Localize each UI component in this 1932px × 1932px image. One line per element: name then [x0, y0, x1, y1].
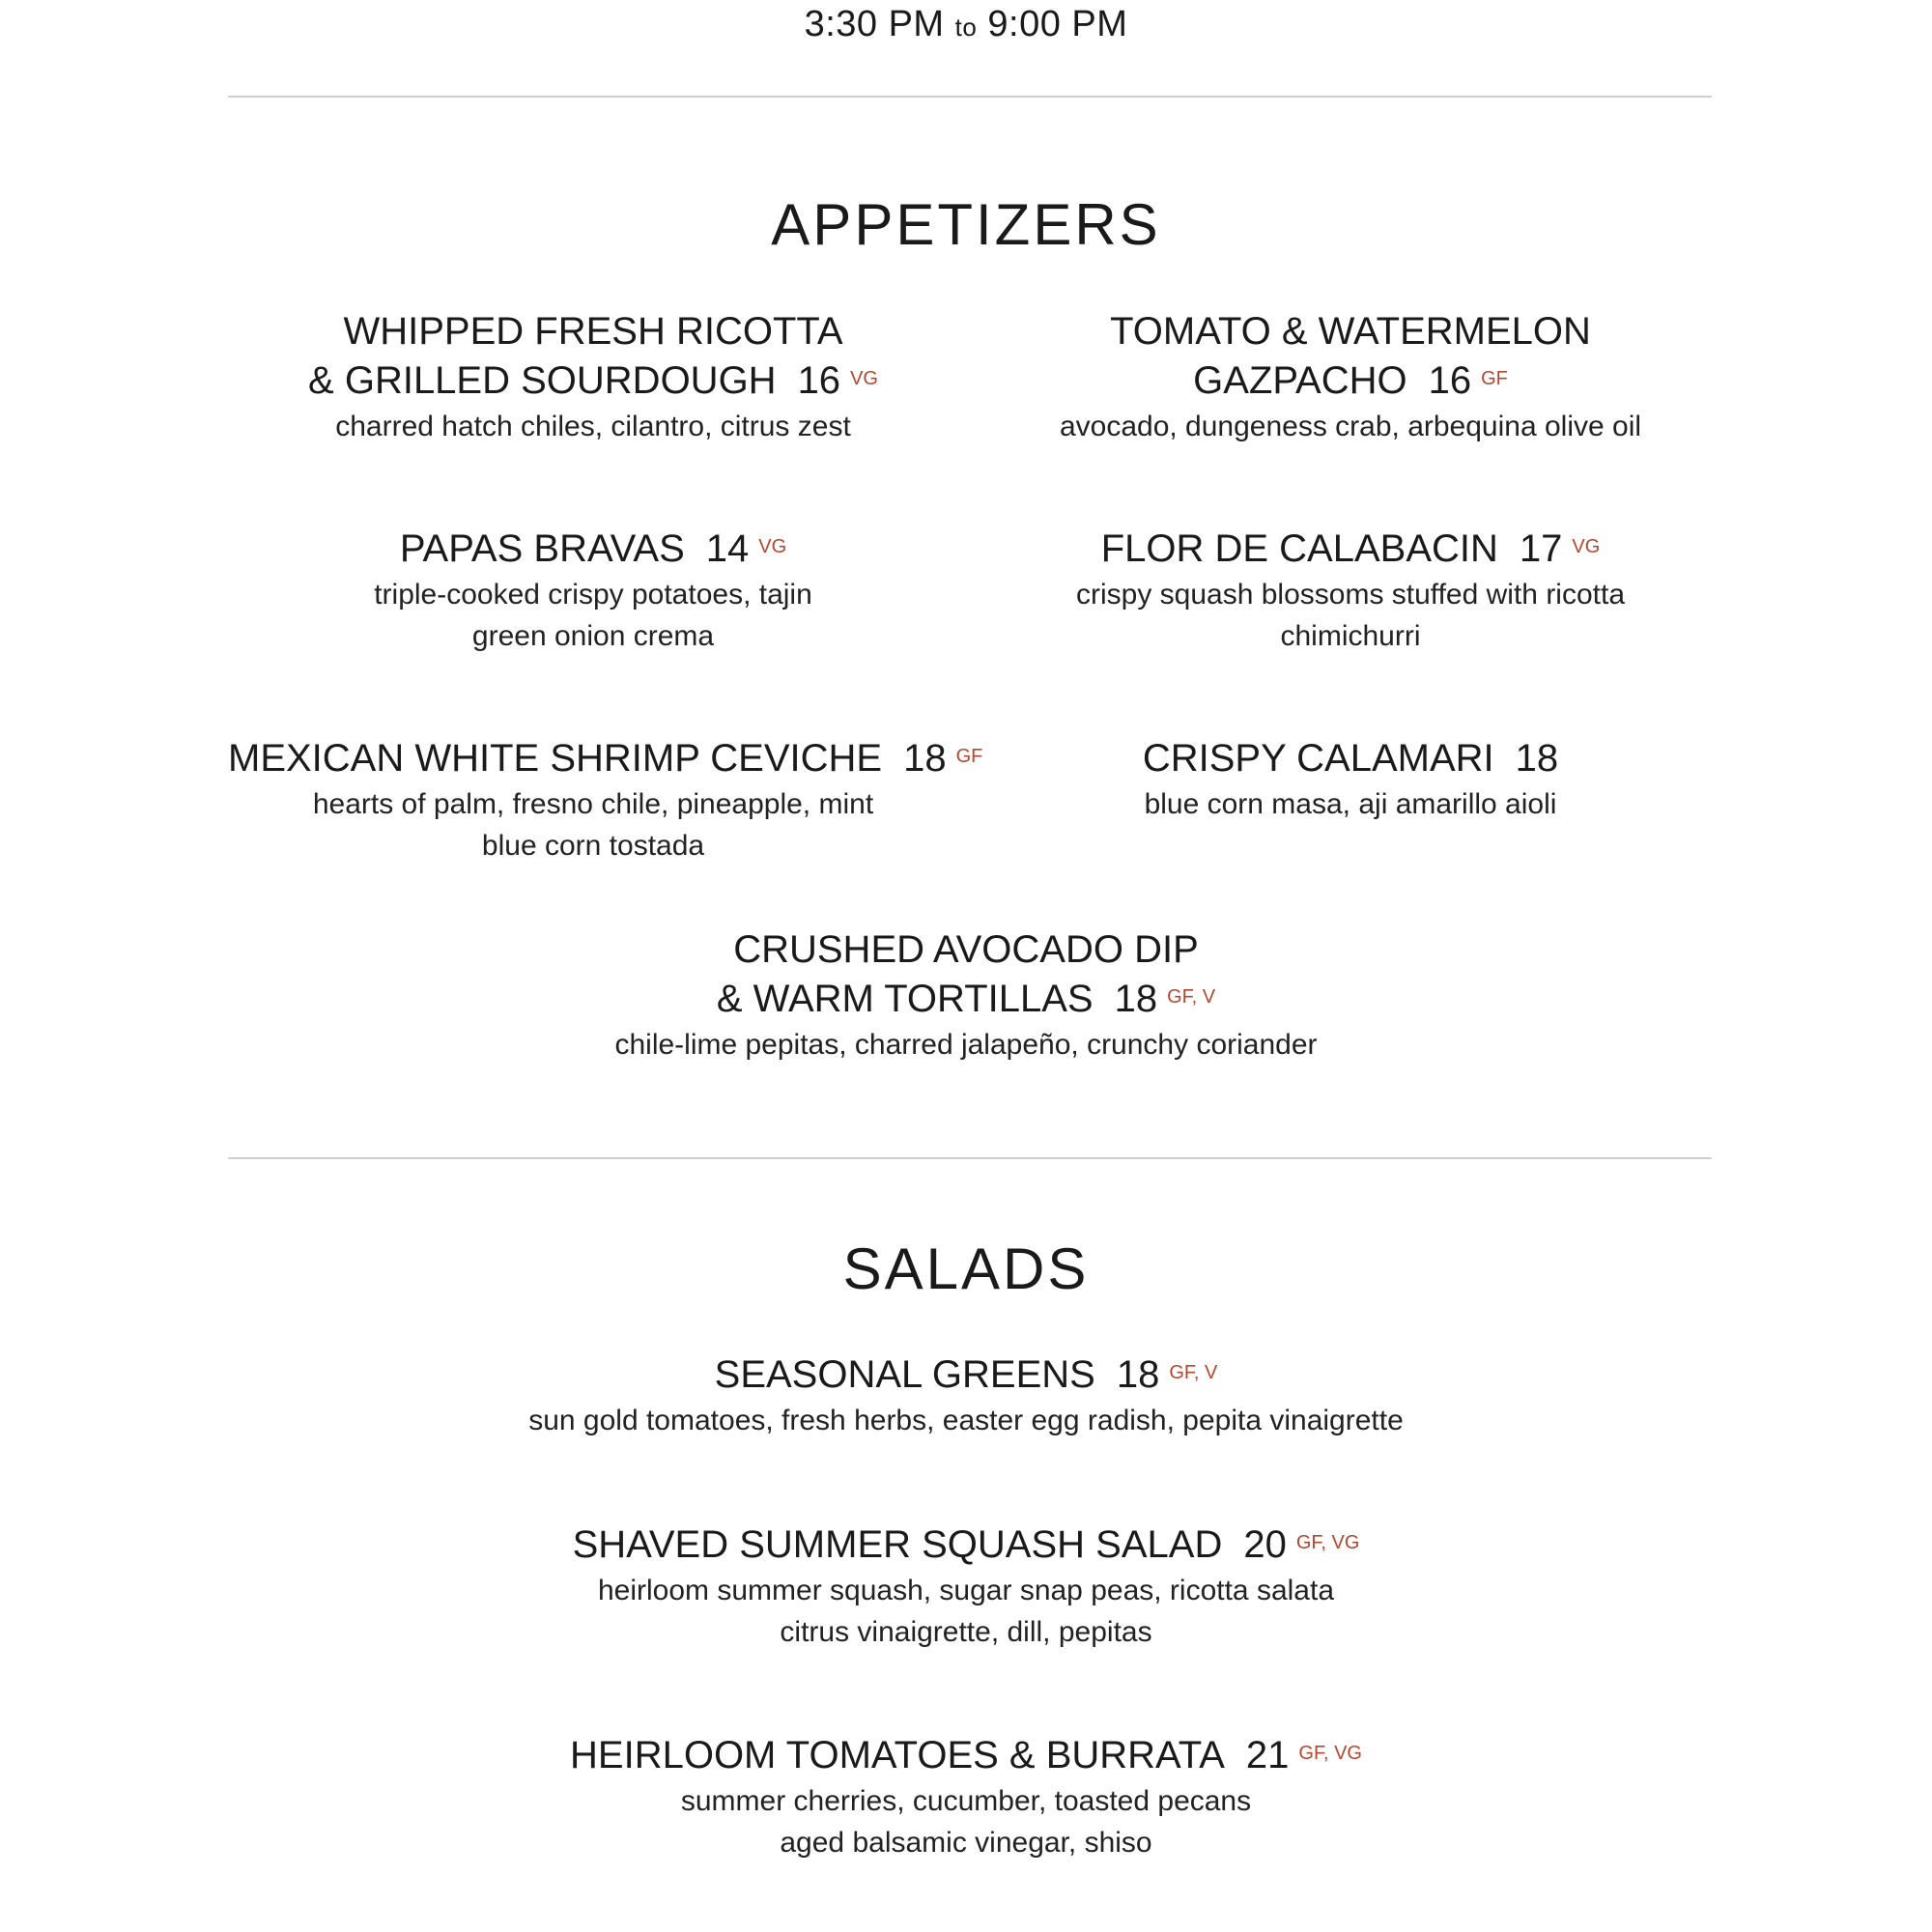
item-price: 16 — [1428, 359, 1472, 402]
dietary-tag: GF, V — [1167, 986, 1216, 1008]
item-name: HEIRLOOM TOMATOES & BURRATA 21 $^{GF, VG}$ — [570, 1734, 1362, 1776]
item-price: 17 — [1519, 527, 1563, 570]
item-price: 21 — [1245, 1734, 1290, 1776]
item-name: MEXICAN WHITE SHRIMP CEVICHE 18 $^{GF}$ — [228, 737, 983, 780]
item-description: summer cherries, cucumber, toasted pecans aged balsamic vinegar, shiso — [680, 1785, 1252, 1859]
dietary-tag: GF, VG — [1295, 1532, 1360, 1553]
menu-item — [228, 734, 983, 867]
service-hours — [0, 4, 1932, 45]
item-description: sun gold tomatoes, fresh herbs, easter egg radish, pepita vinaigrette — [528, 1405, 1404, 1436]
item-description: avocado, dungeness crab, arbequina olive oil — [1059, 411, 1642, 442]
item-name: SEASONAL GREENS 18 $^{GF, V}$ — [714, 1353, 1218, 1396]
item-name: TOMATO & WATERMELON GAZPACHO 16 $^{GF}$ — [1110, 310, 1591, 402]
menu-item — [435, 1350, 1497, 1441]
item-price: 18 — [1114, 978, 1158, 1020]
dietary-tag: VG — [1572, 536, 1601, 557]
item-name: PAPAS BRAVAS 14 $^{VG}$ — [399, 527, 787, 570]
hours-end: 9:00 PM — [987, 4, 1128, 44]
item-description: triple-cooked crispy potatoes, tajin green onion crema — [374, 579, 812, 652]
item-description: hearts of palm, fresno chile, pineapple, mint blue corn tostada — [312, 788, 874, 862]
item-price: 18 — [1515, 737, 1559, 780]
item-description: blue corn masa, aji amarillo aioli — [1144, 788, 1557, 820]
divider — [228, 96, 1712, 98]
item-price: 18 — [1116, 1353, 1160, 1396]
item-name: CRUSHED AVOCADO DIP & WARM TORTILLAS 18 $^{GF, V}$ — [716, 928, 1216, 1020]
dietary-tag: VG — [758, 536, 787, 557]
item-description: charred hatch chiles, cilantro, citrus zest — [335, 411, 851, 442]
dietary-tag: GF — [1481, 368, 1508, 389]
item-price: 16 — [797, 359, 841, 402]
item-description: chile-lime pepitas, charred jalapeño, crunchy coriander — [614, 1029, 1318, 1061]
menu-item — [228, 307, 958, 447]
dietary-tag: VG — [850, 368, 878, 389]
menu-item — [435, 1520, 1497, 1653]
section-title-salads: SALADS — [842, 1236, 1090, 1301]
item-price: 18 — [903, 737, 947, 780]
menu-item — [435, 925, 1497, 1065]
menu-item — [228, 525, 958, 657]
menu-item — [435, 1731, 1497, 1863]
item-name: SHAVED SUMMER SQUASH SALAD 20 $^{GF, VG}$ — [572, 1523, 1360, 1566]
item-name: WHIPPED FRESH RICOTTA & GRILLED SOURDOUGH 16 $^{VG}$ — [308, 310, 878, 402]
menu-item — [985, 734, 1716, 825]
dietary-tag: GF, V — [1169, 1362, 1218, 1383]
dietary-tag: GF — [955, 746, 983, 767]
menu-item — [985, 525, 1716, 657]
divider — [228, 1157, 1712, 1159]
hours-connector: to — [954, 13, 978, 42]
item-name: FLOR DE CALABACIN 17 $^{VG}$ — [1100, 527, 1601, 570]
menu-item — [985, 307, 1716, 447]
item-description: crispy squash blossoms stuffed with ricotta chimichurri — [1075, 579, 1626, 652]
item-price: 14 — [705, 527, 750, 570]
item-description: heirloom summer squash, sugar snap peas, ricotta salata citrus vinaigrette, dill, pepitas — [597, 1575, 1335, 1648]
item-price: 20 — [1243, 1523, 1287, 1566]
hours-start: 3:30 PM — [804, 4, 945, 44]
section-title-appetizers: APPETIZERS — [771, 192, 1161, 257]
dietary-tag: GF, VG — [1298, 1743, 1362, 1764]
item-name: CRISPY CALAMARI 18 — [1142, 737, 1559, 780]
